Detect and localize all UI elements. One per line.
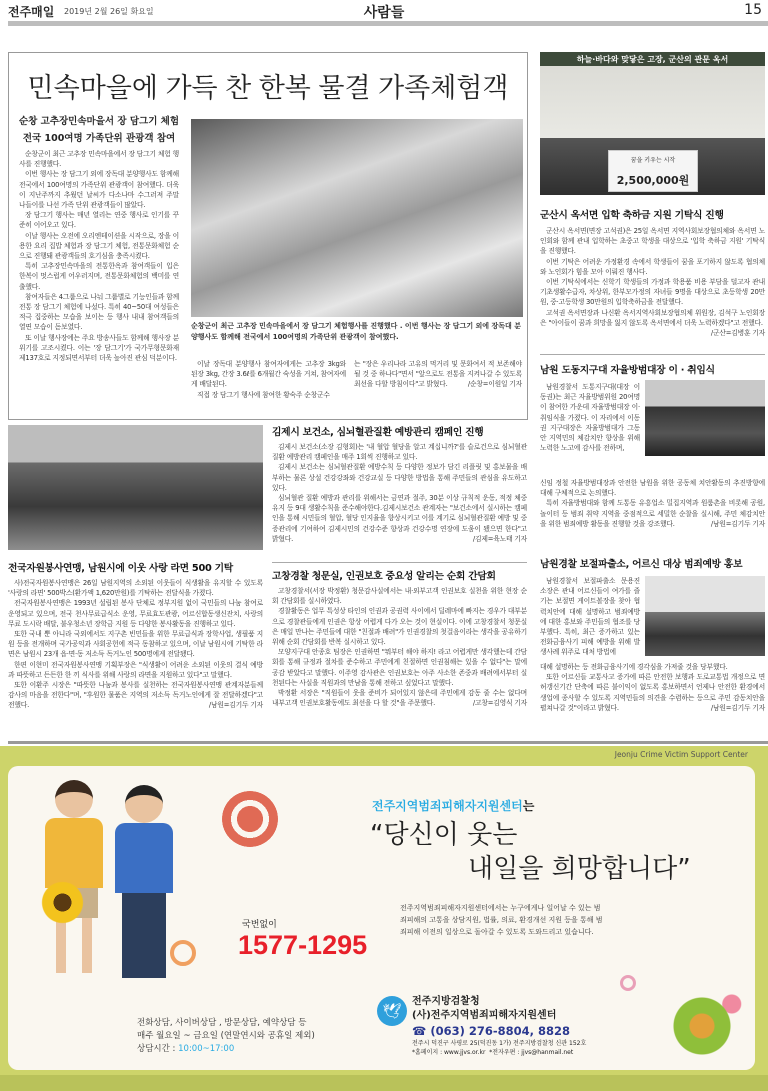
- volunteer-body: [8, 578, 263, 711]
- gimje-headline: 김제시 보건소, 심뇌혈관질환 예방관리 캠페인 진행: [272, 427, 484, 438]
- paragraph-with-byline: [8, 680, 263, 711]
- center-name: 전주지역범죄피해자지원센터: [372, 799, 523, 813]
- dotong-body-b: [540, 478, 765, 529]
- days: 매주 월요일 ~ 금요일 (연말연시와 공휴일 제외): [137, 1031, 315, 1041]
- homepage-link[interactable]: *홈페이지 : www.jjvs.or.kr: [412, 1049, 486, 1056]
- paragraph-with-byline: [354, 359, 522, 390]
- target-circle-icon: [222, 791, 278, 847]
- paragraph-with-byline: [272, 493, 527, 544]
- board-amount: 2,500,000원: [616, 174, 690, 187]
- ad-quote-line-2: 내일을 희망합니다”: [468, 854, 691, 884]
- board-text: 꿈을 키우는 시작: [630, 157, 676, 164]
- gunsan-photo: [540, 52, 765, 195]
- hours-row: [137, 1043, 315, 1056]
- header-divider: [8, 21, 768, 26]
- services: 전화상담, 사이버상담 , 방문상담, 예약상담 등: [137, 1018, 307, 1028]
- byline: /김제=육노태 기자: [472, 534, 527, 543]
- main-photo: [191, 119, 523, 317]
- paragraph: 사)전국자원봉사연맹은 26일 남원지역의 소외된 이웃들이 식생활을 유지할 수 있도록 '사랑의 라면' 500박스(환가액 1,620만원)를 기탁하는 전달식을 가졌다.: [8, 579, 263, 598]
- main-body: [19, 149, 179, 363]
- paragraph: 한편 이현미 전국자원봉사연맹 기획부장은 "식생활이 어려운 소외된 이웃의 결식 예방과 따뜻하고 든든한 한 끼 식사를 위해 사랑의 라면을 지원하고 있다"고 말했다.: [8, 660, 263, 679]
- bojeol-body-a: [540, 576, 640, 658]
- main-body-col3: [354, 359, 522, 390]
- paragraph: 고창경찰서(서장 박정환) 청문감사실에서는 내·외부고객 인권보호 실천을 위한 현장 순회 간담회를 실시하였다.: [272, 587, 527, 606]
- contact-block: [412, 995, 586, 1057]
- ad-quote-line-1: “당신이 웃는: [370, 820, 518, 850]
- paragraph: 모양지구대 안종호 팀장은 인권하면 "뭐부터 해야 하지! 라고 어렵게만 생각했는데 간담회를 통해 규정과 절차를 준수하고 주민에게 친절하면 인권침해는 있을 수 없다"는 말에 공감 받았다고 말했다. 이주영 감사관은 인권보호는 아주 사소한 존중과 배려에서부터 실천된다는 사실을 직원과의 만남을 통해 전하고 싶었다고 말했다.: [272, 648, 527, 687]
- address: 전주시 덕진구 사평로 25(덕진동 1가) 전주지방검찰청 신관 152호: [412, 1040, 587, 1047]
- kids-illustration: [30, 780, 200, 1000]
- girl-shirt: [45, 818, 103, 888]
- main-subheadline-1: 순창 고추장민속마을서 장 담그기 체험: [18, 116, 180, 127]
- paragraph: 또한 어르신들 교통사고 증가에 따른 안전한 보행과 도로교통법 개정으로 면허갱신기간 단축에 따른 불이익이 없도록 홍보하면서 언제나 안전한 환경에서 생업에 종사할 수 있도록 지역민들의 의견을 수렴하는 등으로 주민 감동치안을 펼쳐나갈 것"이라고 밝혔다.: [540, 673, 765, 712]
- sunflower-icon: [40, 880, 85, 925]
- paragraph: 또한 이환주 시장은 "따뜻한 나눔과 봉사를 실천하는 전국자원봉사연맹 관계자분들께 감사의 마음을 전한다"며, "후원한 물품은 지역의 저소득 독거노인에게 잘 전달하겠다"고 전했다.: [8, 681, 263, 710]
- paragraph: 심뇌혈관 질환 예방과 관리를 위해서는 금연과 절주, 30분 이상 규칙적 운동, 적정 체중 유지 등 9대 생활수칙을 준수해야한다.김제시보건소 관계자는 "보건소에서 실시하는 캠페인을 통해 시민들의 혈압, 혈당 인지율을 향상시키고 이를 계기로 심뇌혈관질환 예방 및 중증관리에 기여하여 김제시민의 건강수준 향상과 건강수명 연장에 도움이 됐으면 한다"고 밝혔다.: [272, 494, 527, 543]
- gunsan-headline: 군산시 옥서면 입학 축하금 지원 기탁식 진행: [540, 210, 724, 221]
- photo-banner: 하늘·바다와 맞닿은 고장, 군산의 관문 옥서: [576, 55, 729, 64]
- byline: /남원=김기두 기자: [208, 701, 263, 710]
- byline: /순창=이원일 기자: [467, 380, 522, 389]
- hours: 10:00~17:00: [178, 1044, 235, 1054]
- main-body-col2: [191, 359, 346, 400]
- gunsan-body: [540, 226, 765, 338]
- ad-intro: [372, 797, 534, 814]
- bojeol-photo: [645, 576, 765, 656]
- paragraph: 박정환 서장은 "직원들이 웃을 준비가 되어있지 않은데 주민에게 감동 줄 수는 없다며 내부고객 인권보호활동에도 최선을 다 할 것"을 주문했다.: [272, 689, 527, 708]
- paragraph: 이날 행사는 오전에 오리엔테이션을 시작으로, 장을 이용한 요리 집밥 체험과 장 담그기 체험, 전통문화체험 순으로 진행돼 관광객들의 호기심을 충족시켰다.: [19, 231, 179, 261]
- section-divider: [8, 741, 768, 744]
- gochang-body: [272, 586, 527, 708]
- email-link[interactable]: *전자우편 : jjvs@hanmail.net: [489, 1049, 574, 1056]
- gochang-headline: 고창경찰 청문실, 인권보호 중요성 알리는 순회 간담회: [272, 571, 496, 582]
- paragraph: 김제시 보건소(소장 김형회)는 '내 혈압 혈당을 알고 계십니까?'를 슬로건으로 심뇌혈관질환 예방관리 캠페인을 매주 1회씩 진행하고 있다.: [272, 443, 527, 462]
- issue-date: 2019년 2월 26일 화요일: [64, 7, 154, 16]
- main-headline: 민속마을에 가득 찬 한복 물결 가족체험객: [27, 73, 509, 103]
- paragraph: 고석권 옥서면장과 나신환 옥서지역사회보장협의체 위원장, 김석구 노인회장은 "아이들이 꿈과 희망을 잃지 않도록 옥서면에서 더욱 노력하겠다"고 전했다.: [540, 308, 765, 327]
- divider: [540, 354, 765, 355]
- ring-decoration-icon: [170, 940, 196, 966]
- paragraph: 이번 기탁은 어려운 가정환경 속에서 학생들이 꿈을 포기하지 않도록 협의체와 노인회가 힘을 모아 이뤄진 행사다.: [540, 257, 765, 276]
- paragraph: 는 "장은 우리나라 고유의 먹거리 및 문화여서 적 보존해야 될 것 중 하나다"면서 "앞으로도 전통을 지켜나갈 수 있도록 최선을 다할 방침이다"고 밝혔다.: [354, 360, 522, 389]
- girl-leg: [82, 918, 92, 973]
- paragraph: 이번 기탁식에서는 신학기 학생들의 가정과 학용품 비용 부담을 덜고자 관내 기초생활수급자, 차상위, 한부모가정의 자녀들 9명을 대상으로 초등학생 20만원, 중·고등학생 30만원의 입학축하금을 전달했다.: [540, 278, 765, 307]
- paragraph: 남원경찰서 도통지구대(대장 이동권)는 최근 자율방범위원 20여명이 참여한 가운데 자율방범대장 이·취임식을 가졌다. 이 자리에서 이동권 지구대장은 자율방범대가 그동안 지역민의 체감치안 향상을 위해 노력한 노고에 감사를 전하며,: [540, 383, 640, 453]
- main-photo-caption: 순창군이 최근 고추장 민속마을에서 장 담그기 체험행사를 진행했다 . 이번 행사는 장 담그기 외에 장독대 분양행사도 함께해 전국에서 100여명의 가족단위 관광객이 참여했다.: [191, 322, 521, 341]
- paragraph: 이번 행사는 장 담그기 외에 장독대 분양행사도 함께해 전국에서 100여명의 가족단위 관광객이 참여했다. 더욱이 지난주까지 추웠던 날씨가 다소나마 수그러져 주말 나들이를 나선 가족 단위 관광객들이 많았다.: [19, 170, 179, 210]
- paragraph: 장 담그기 행사는 매년 열리는 연중 행사로 인기를 꾸준히 이어오고 있다.: [19, 211, 179, 230]
- hotline-number[interactable]: 1577-1295: [238, 930, 368, 960]
- boy-shirt: [115, 823, 173, 893]
- paragraph: 또 이날 행사장에는 주요 방송사들도 함께해 행사장 분위기를 고조시켰다. 이는 '장 담그기'가 국가무형문화재 제137호로 지정되면서부터 더욱 높아진 관심 덕분이다.: [19, 333, 179, 363]
- boy-head: [125, 785, 163, 823]
- ad-tagline: Jeonju Crime Victim Support Center: [614, 750, 748, 759]
- paragraph-with-byline: [540, 672, 765, 713]
- paragraph: 김제시 보건소는 심뇌혈관질환 예방수칙 등 다양한 정보가 담긴 리플릿 및 홍보물을 배부하는 물론 상설 건강강좌와 건강교실 등 다양한 방법을 통해 주민들의 관심을 유도하고 있다.: [272, 463, 527, 492]
- paragraph: 경찰활동은 업무 특성상 타인의 인권과 공권력 사이에서 딜레마에 빠지는 경우가 대부분으로 경찰관들에게 인권은 항상 어렵게 다가 오는 것이 현실이다. 이에 고창경찰서 청문실은 매일 만나는 주민들에 대한 "친절과 배려"가 인권경찰의 첫걸음이라는 생각을 공유하기 위해 순회 간담회를 반복 실시하고 있다.: [272, 607, 527, 647]
- paragraph: 특히 고추장민속마을의 전통한옥과 참여객들이 입은 한복이 멋스럽게 어우러지며, 전통문화체험의 백미를 연출했다.: [19, 262, 179, 291]
- paragraph-with-byline: [272, 688, 527, 708]
- paragraph: 또한 국내 뿐 아니라 국외에서도 지구촌 빈민들을 위한 무료급식과 장학사업, 생필품 지원 등을 전개하며 국가공익과 사회공헌에 적극 동참하고 있으며, 이날 남원시에 기탁한 라면은 남원시 23개 읍·면·동 저소득 독거노인 500명에게 전달됐다.: [8, 630, 263, 659]
- ad-description: 전주지역범죄피해자지원센터에서는 누구에게나 일어날 수 있는 범죄피해의 고통을 상담지원, 법률, 의료, 환경개선 지원 등을 통해 범죄피해 이전의 일상으로 돌아갈 수 있도록 도와드리고 있습니다.: [400, 904, 603, 936]
- volunteer-photo: [8, 425, 263, 550]
- girl-head: [55, 780, 93, 818]
- phone-label: 국번없이: [242, 920, 277, 930]
- dove-logo-icon: 🕊: [377, 996, 407, 1026]
- paragraph-with-byline: [540, 498, 765, 529]
- paragraph: 순창군이 최근 고추장 민속마을에서 장 담그기 체험 행사를 진행했다.: [19, 150, 179, 169]
- intro-suffix: 는: [522, 799, 535, 813]
- byline: /남원=김기두 기자: [710, 703, 765, 712]
- paragraph: 신임 정철 자율방범대장과 안전한 남원을 위한 공동체 치안활동의 추진방향에 대해 구체적으로 논의했다.: [540, 479, 765, 498]
- section-title: 사람들: [363, 5, 405, 21]
- divider: [272, 562, 527, 563]
- paragraph-with-byline: [540, 308, 765, 338]
- contact-phone[interactable]: ☎ (063) 276-8804, 8828: [412, 1024, 571, 1038]
- byline: /군산=김병훈 기자: [710, 329, 765, 338]
- byline: /고창=김영식 기자: [472, 699, 527, 708]
- paragraph: 참여자들은 4그룹으로 나눠 그룹별로 기능인들과 함께 전통 장 담그기 체험에 나섰다. 특히 40~50대 여성들은 적극 집중하는 모습을 보이는 등 행사 내내 참여객들의 열띤 모습이 돋보였다.: [19, 292, 179, 332]
- bubble-decoration-icon: [620, 975, 636, 991]
- bojeol-headline: 남원경찰 보절파출소, 어르신 대상 범죄예방 홍보: [540, 559, 743, 570]
- paragraph: 대해 설명하는 등 전화금융사기에 경각심을 가져줄 것을 당부했다.: [540, 663, 728, 671]
- gimje-body: [272, 442, 527, 544]
- paragraph: 직접 장 담그기 행사에 참여한 황숙주 순창군수: [197, 390, 330, 399]
- dotong-body-a: [540, 382, 640, 453]
- org-center: (사)전주지역범죄피해자지원센터: [412, 1010, 557, 1021]
- paragraph: 이날 장독대 분양행사 참여자에게는 고추장 3kg와 된장 3kg, 간장 3.6ℓ를 6개월간 숙성을 거쳐, 참여자에게 배달된다.: [191, 360, 346, 389]
- volunteer-headline: 전국자원봉사연맹, 남원시에 이웃 사랑 라면 500 기탁: [8, 563, 233, 574]
- paragraph: 군산시 옥서면(면장 고석권)은 25일 옥서면 지역사회보장협의체와 옥서면 노인회와 함께 관내 입학하는 초중고 학생을 대상으로 '입학 축하금 지원' 기탁식을 진행했다.: [540, 227, 765, 256]
- hours-label: 상담시간 :: [137, 1044, 179, 1054]
- dotong-headline: 남원 도동지구대 자율방범대장 이 · 취임식: [540, 365, 715, 376]
- main-subheadline-2: 전국 100여명 가족단위 관광객 참여: [22, 133, 176, 144]
- bojeol-body-b: [540, 662, 765, 713]
- service-info: [137, 1017, 315, 1056]
- main-article: [8, 52, 528, 420]
- page-number: 15: [744, 2, 762, 18]
- web-row: [412, 1048, 586, 1057]
- byline: /남원=김기두 기자: [710, 519, 765, 528]
- org-prosecutor: 전주지방검찰청: [412, 996, 480, 1007]
- donation-board: [608, 150, 698, 192]
- paragraph: 특히 자율방범대와 함께 도통동 유흥업소 밀집지역과 원룸촌을 비롯해 공원, 놀이터 등 범죄 취약 지역을 중점적으로 세밀한 순찰을 실시해, 주민 체감치안을 위한 범죄예방 활동을 진행할 것을 강조했다.: [540, 499, 765, 528]
- dotong-photo: [645, 380, 765, 456]
- paragraph: 남원경찰서 보절파출소 문용진 소장은 관내 어르신들이 여가를 즐기는 보절면 게이트볼장을 찾아 협력치안에 대해 설명하고 범죄예방에 대한 홍보와 주민들의 협조를 당부했다. 특히, 최근 증가하고 있는 전화금융사기 피해 예방을 위해 발생사례 위주로 대처 방법에: [540, 577, 640, 657]
- kids-plant-illustration: [668, 960, 753, 1070]
- ad-bottom-band: [0, 1075, 768, 1091]
- boy-jeans: [122, 893, 166, 978]
- newspaper-name: 전주매일: [8, 5, 55, 19]
- paragraph: 전국자원봉사연맹은 1993년 설립된 봉사 단체로 정부지원 없이 국민들의 나눔 참여로 운영되고 있으며, 전국 천사무료급식소 운영, 무료효도관광, 어르신합동생신잔치, 사랑의 무료 도시락 배달, 불우청소년 장학금 지원 등 다양한 봉사활동을 진행하고 있다.: [8, 599, 263, 628]
- girl-leg: [56, 918, 66, 973]
